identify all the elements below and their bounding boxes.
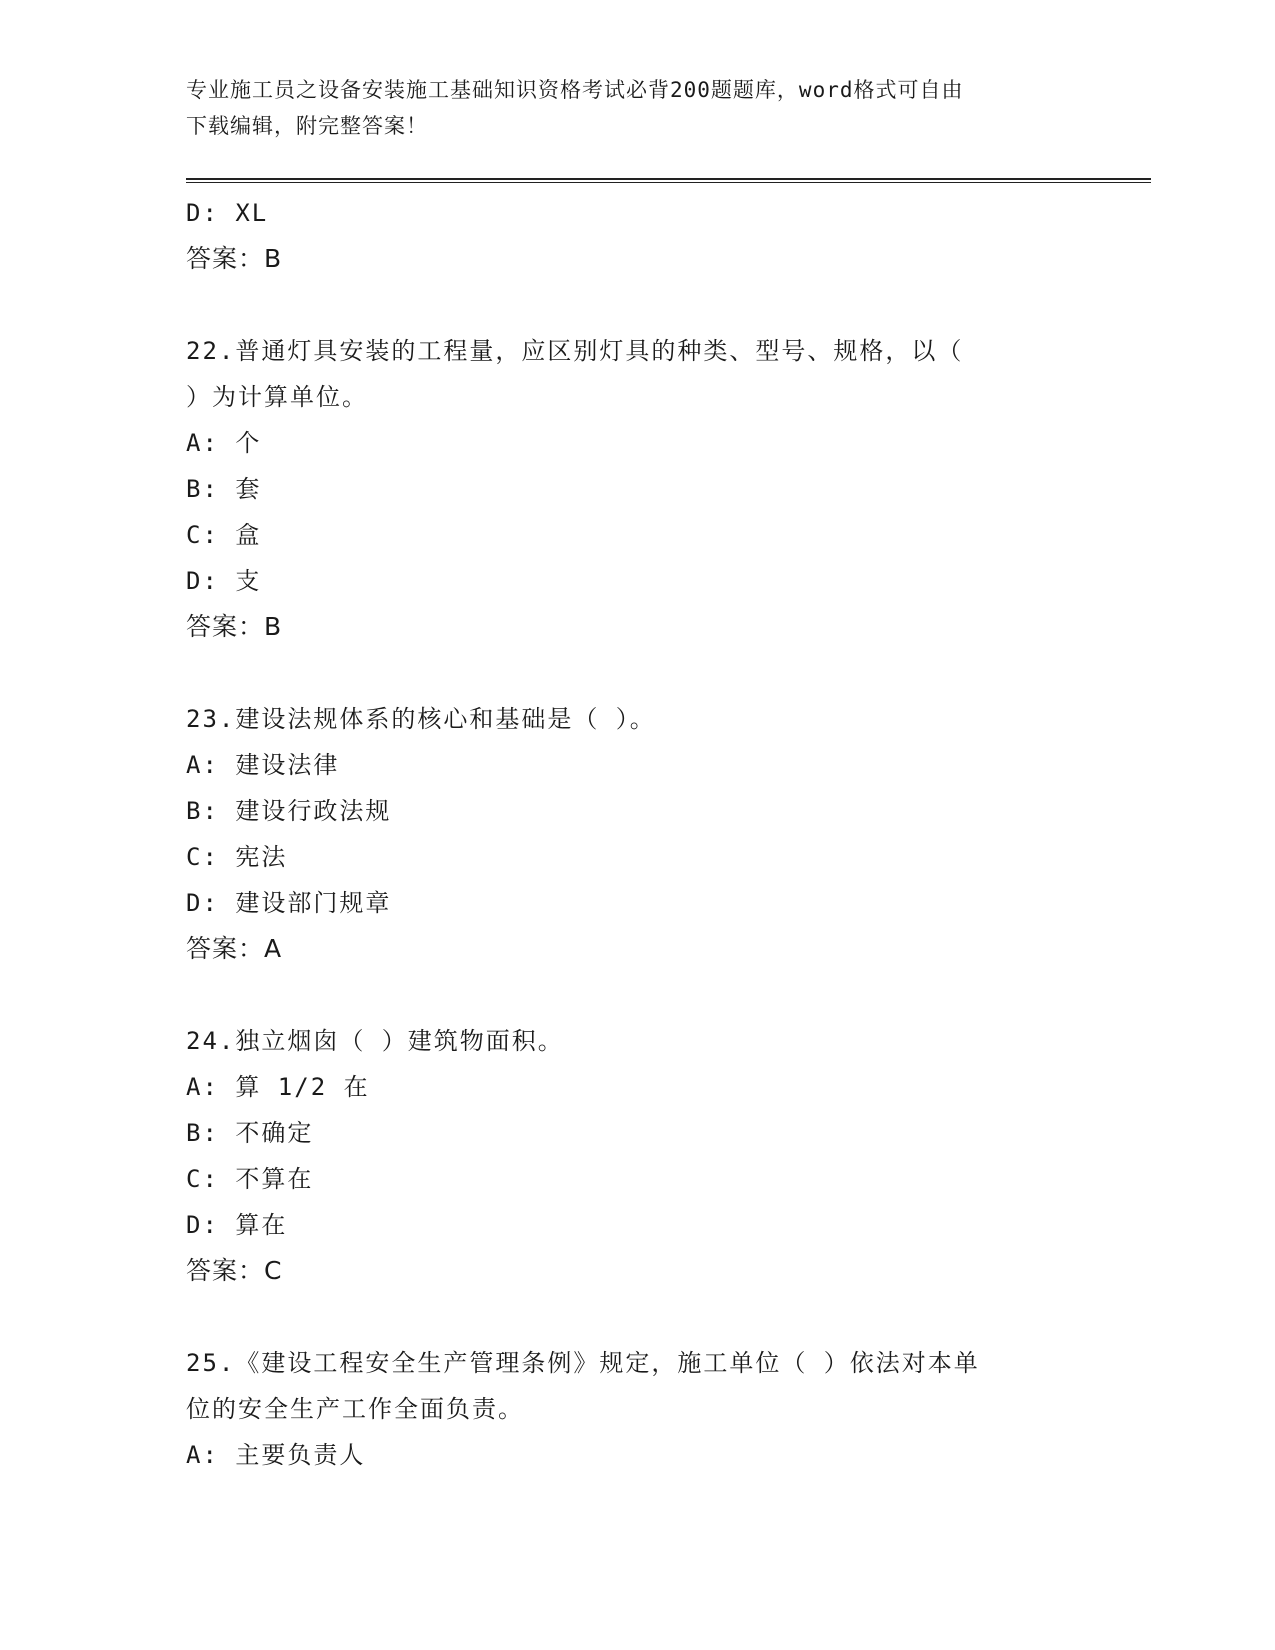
answer-line: 答案：B xyxy=(186,244,283,273)
option-a: A: 算 1/2 在 xyxy=(186,1073,370,1101)
question-stem: 25.《建设工程安全生产管理条例》规定，施工单位（ ）依法对本单 xyxy=(186,1349,980,1377)
answer-line: 答案：A xyxy=(186,934,283,963)
option-b: B: 建设行政法规 xyxy=(186,797,392,825)
question-23 xyxy=(186,696,1066,972)
question-list xyxy=(186,190,1066,1478)
option-d: D: 支 xyxy=(186,567,262,595)
header-line-2: 下载编辑，附完整答案！ xyxy=(186,114,428,138)
question-stem: 23.建设法规体系的核心和基础是（ ）。 xyxy=(186,705,656,733)
option-b: B: 不确定 xyxy=(186,1119,314,1147)
document-header xyxy=(186,72,1066,144)
answer-line: 答案：B xyxy=(186,612,283,641)
spacer xyxy=(186,650,1066,696)
option-a: A: 建设法律 xyxy=(186,751,340,779)
spacer xyxy=(186,972,1066,1018)
header-divider-thin xyxy=(186,182,1151,183)
question-stem: 22.普通灯具安装的工程量，应区别灯具的种类、型号、规格，以（ xyxy=(186,337,964,365)
option-a: A: 个 xyxy=(186,429,262,457)
option-d: D: XL xyxy=(186,199,269,227)
option-d: D: 算在 xyxy=(186,1211,288,1239)
question-24 xyxy=(186,1018,1066,1294)
question-22 xyxy=(186,328,1066,650)
answer-line: 答案：C xyxy=(186,1256,283,1285)
header-line-1: 专业施工员之设备安装施工基础知识资格考试必背200题题库，word格式可自由 xyxy=(186,78,964,102)
question-stem-continued: ）为计算单位。 xyxy=(186,383,368,411)
option-c: C: 宪法 xyxy=(186,843,288,871)
spacer xyxy=(186,1294,1066,1340)
spacer xyxy=(186,282,1066,328)
option-c: C: 不算在 xyxy=(186,1165,314,1193)
question-25 xyxy=(186,1340,1066,1478)
header-divider-thick xyxy=(186,178,1151,180)
option-b: B: 套 xyxy=(186,475,262,503)
option-c: C: 盒 xyxy=(186,521,262,549)
option-d: D: 建设部门规章 xyxy=(186,889,392,917)
option-a: A: 主要负责人 xyxy=(186,1441,366,1469)
question-stem-continued: 位的安全生产工作全面负责。 xyxy=(186,1395,524,1423)
question-stem: 24.独立烟囱（ ）建筑物面积。 xyxy=(186,1027,564,1055)
